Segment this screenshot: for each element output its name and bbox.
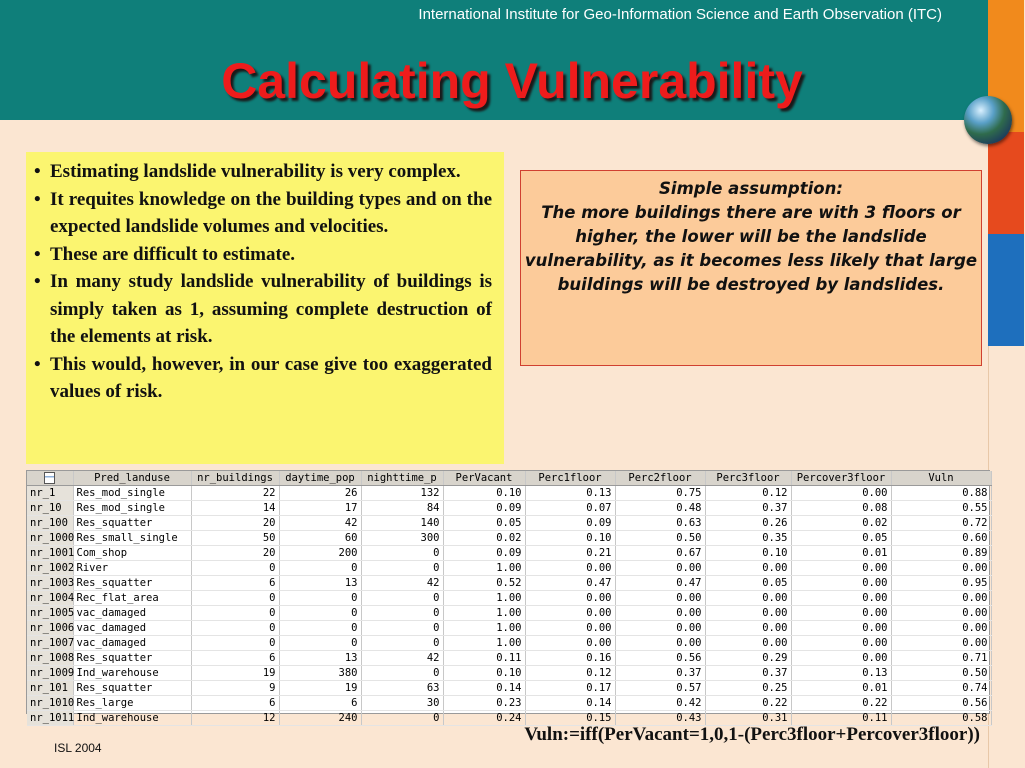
table-cell: 0.05 [443, 516, 525, 531]
table-cell: 0.00 [615, 591, 705, 606]
table-cell: 12 [191, 711, 279, 726]
table-cell: 0.00 [525, 561, 615, 576]
table-cell: 0.75 [615, 486, 705, 501]
table-cell: 22 [191, 486, 279, 501]
table-header-row [27, 471, 991, 486]
table-row[interactable] [27, 636, 991, 651]
table-cell: 20 [191, 516, 279, 531]
table-cell: 0.50 [615, 531, 705, 546]
table-cell: 0.10 [443, 666, 525, 681]
column-header[interactable]: Perc1floor [525, 471, 615, 486]
row-id-cell: nr_1003 [27, 576, 73, 591]
table-cell: 0.00 [791, 636, 891, 651]
table-cell: 0.10 [525, 531, 615, 546]
bullet-dot-icon: • [34, 161, 41, 182]
table-cell: 19 [191, 666, 279, 681]
accent-bar-blue [988, 234, 1024, 346]
bullet-item [32, 158, 492, 186]
table-cell: 0.57 [615, 681, 705, 696]
table-cell: 0.47 [525, 576, 615, 591]
table-cell: 0.00 [705, 606, 791, 621]
table-cell: vac_damaged [73, 636, 191, 651]
table-cell: 0.14 [525, 696, 615, 711]
column-header[interactable]: nighttime_p [361, 471, 443, 486]
table-cell: 0 [191, 561, 279, 576]
table-cell: Res_mod_single [73, 486, 191, 501]
table-cell: 50 [191, 531, 279, 546]
table-cell: Res_squatter [73, 576, 191, 591]
table-cell: 0.00 [891, 606, 991, 621]
row-id-cell: nr_1002 [27, 561, 73, 576]
table-cell: vac_damaged [73, 606, 191, 621]
table-cell: 0.89 [891, 546, 991, 561]
table-cell: 132 [361, 486, 443, 501]
table-cell: 140 [361, 516, 443, 531]
table-cell: 0.11 [443, 651, 525, 666]
data-table [27, 471, 992, 726]
column-header[interactable]: Perc2floor [615, 471, 705, 486]
table-cell: Com_shop [73, 546, 191, 561]
table-cell: 1.00 [443, 636, 525, 651]
bullet-text: This would, however, in our case give too exaggerated values of risk. [50, 353, 492, 402]
table-cell: 0 [361, 621, 443, 636]
table-cell: 0.14 [443, 681, 525, 696]
table-cell: 0.00 [705, 561, 791, 576]
table-cell: 0.00 [615, 606, 705, 621]
table-cell: 0.09 [525, 516, 615, 531]
table-row[interactable] [27, 531, 991, 546]
table-cell: 30 [361, 696, 443, 711]
column-header[interactable]: nr_buildings [191, 471, 279, 486]
table-cell: 42 [361, 576, 443, 591]
table-cell: 0.09 [443, 546, 525, 561]
assumption-heading: Simple assumption: [659, 179, 843, 198]
table-cell: 0.08 [791, 501, 891, 516]
table-cell: 0.56 [615, 651, 705, 666]
table-cell: 14 [191, 501, 279, 516]
table-cell: 0.00 [791, 486, 891, 501]
table-cell: 0.00 [705, 636, 791, 651]
table-cell: 0.35 [705, 531, 791, 546]
table-row[interactable] [27, 621, 991, 636]
attribute-table[interactable] [26, 470, 990, 724]
table-cell: Res_squatter [73, 651, 191, 666]
table-cell: 0 [191, 591, 279, 606]
table-cell: Res_mod_single [73, 501, 191, 516]
table-cell: 0.74 [891, 681, 991, 696]
column-header[interactable]: daytime_pop [279, 471, 361, 486]
bullet-text: In many study landslide vulnerability of buildings is simply taken as 1, assuming complete destruction of the elements at risk. [50, 271, 492, 347]
table-cell: 6 [191, 651, 279, 666]
table-row[interactable] [27, 516, 991, 531]
table-cell: Res_squatter [73, 681, 191, 696]
table-cell: 0 [191, 636, 279, 651]
table-cell: 60 [279, 531, 361, 546]
table-cell: 0.00 [791, 651, 891, 666]
table-row[interactable] [27, 501, 991, 516]
table-cell: 84 [361, 501, 443, 516]
table-cell: 0.63 [615, 516, 705, 531]
table-cell: 6 [191, 696, 279, 711]
table-cell: 0.01 [791, 546, 891, 561]
table-cell: 0 [191, 621, 279, 636]
table-cell: 0.42 [615, 696, 705, 711]
table-cell: 0 [361, 591, 443, 606]
bullet-item [32, 241, 492, 269]
table-cell: 0.88 [891, 486, 991, 501]
table-cell: 0.22 [791, 696, 891, 711]
table-cell: 0.95 [891, 576, 991, 591]
column-header[interactable]: Pred_landuse [73, 471, 191, 486]
table-cell: 0.12 [705, 486, 791, 501]
bullet-dot-icon: • [34, 271, 41, 292]
row-id-cell: nr_1006 [27, 621, 73, 636]
table-cell: 0.60 [891, 531, 991, 546]
row-id-cell: nr_1011 [27, 711, 73, 726]
row-id-cell: nr_101 [27, 681, 73, 696]
table-row[interactable] [27, 486, 991, 501]
table-cell: 63 [361, 681, 443, 696]
table-cell: 0.31 [705, 711, 791, 726]
table-cell: 0.12 [525, 666, 615, 681]
table-cell: 13 [279, 651, 361, 666]
table-cell: 0.00 [791, 606, 891, 621]
table-cell: 380 [279, 666, 361, 681]
bullet-dot-icon: • [34, 243, 41, 265]
bullet-item [32, 186, 492, 241]
table-cell: 0 [361, 606, 443, 621]
bullet-box [26, 152, 504, 464]
institute-name: International Institute for Geo-Information Science and Earth Observation (ITC) [418, 6, 942, 23]
table-cell: 6 [191, 576, 279, 591]
table-cell: 0.23 [443, 696, 525, 711]
table-cell: 0 [361, 561, 443, 576]
table-cell: River [73, 561, 191, 576]
table-cell: 0.55 [891, 501, 991, 516]
bullet-text: Estimating landslide vulnerability is very complex. [50, 161, 461, 182]
table-cell: 0 [279, 591, 361, 606]
table-cell: 0.09 [443, 501, 525, 516]
table-cell: Res_small_single [73, 531, 191, 546]
table-cell: 0.21 [525, 546, 615, 561]
table-cell: 1.00 [443, 606, 525, 621]
table-cell: 0.00 [891, 636, 991, 651]
row-id-cell: nr_1007 [27, 636, 73, 651]
table-cell: 0.00 [891, 591, 991, 606]
table-cell: 0.24 [443, 711, 525, 726]
table-row[interactable] [27, 681, 991, 696]
table-row[interactable] [27, 561, 991, 576]
table-cell: 0 [279, 561, 361, 576]
column-header[interactable]: Percover3floor [791, 471, 891, 486]
table-cell: 0.10 [705, 546, 791, 561]
table-cell: 0.37 [615, 666, 705, 681]
table-cell: 0.47 [615, 576, 705, 591]
column-header[interactable]: PerVacant [443, 471, 525, 486]
accent-bar-red [988, 132, 1024, 234]
table-cell: 0.13 [525, 486, 615, 501]
row-id-cell: nr_1 [27, 486, 73, 501]
accent-bar-rest [988, 346, 1025, 768]
table-cell: 0.22 [705, 696, 791, 711]
table-body [27, 486, 991, 726]
table-cell: 0.01 [791, 681, 891, 696]
table-row[interactable] [27, 651, 991, 666]
table-cell: 0.00 [525, 591, 615, 606]
row-id-cell: nr_1005 [27, 606, 73, 621]
table-cell: 0.00 [525, 636, 615, 651]
table-cell: 0.00 [791, 591, 891, 606]
table-cell: vac_damaged [73, 621, 191, 636]
table-cell: 0.00 [791, 576, 891, 591]
table-cell: 0.52 [443, 576, 525, 591]
globe-icon [964, 96, 1012, 144]
table-cell: 0.00 [791, 561, 891, 576]
column-header[interactable]: Perc3floor [705, 471, 791, 486]
table-cell: 1.00 [443, 591, 525, 606]
row-id-cell: nr_1008 [27, 651, 73, 666]
row-id-cell: nr_1001 [27, 546, 73, 561]
row-id-cell: nr_1000 [27, 531, 73, 546]
row-id-cell: nr_1009 [27, 666, 73, 681]
table-cell: 0.02 [443, 531, 525, 546]
table-cell: 0.37 [705, 501, 791, 516]
table-row[interactable] [27, 591, 991, 606]
table-cell: 0.50 [891, 666, 991, 681]
table-cell: 0 [361, 546, 443, 561]
bullet-item [32, 351, 492, 406]
table-cell: Rec_flat_area [73, 591, 191, 606]
table-cell: 0.00 [615, 561, 705, 576]
table-cell: 0.26 [705, 516, 791, 531]
table-sheet-icon [44, 472, 55, 484]
table-cell: 17 [279, 501, 361, 516]
table-cell: 0.00 [705, 621, 791, 636]
table-cell: 0.56 [891, 696, 991, 711]
table-cell: 0.00 [891, 561, 991, 576]
table-cell: 42 [361, 651, 443, 666]
table-cell: 0.00 [525, 606, 615, 621]
column-header[interactable]: Vuln [891, 471, 991, 486]
table-cell: 0.07 [525, 501, 615, 516]
table-cell: 0.43 [615, 711, 705, 726]
table-cell: 20 [191, 546, 279, 561]
table-row[interactable] [27, 546, 991, 561]
table-cell: 0.00 [891, 621, 991, 636]
table-cell: 200 [279, 546, 361, 561]
bullet-dot-icon: • [34, 353, 41, 375]
table-cell: 0.16 [525, 651, 615, 666]
table-cell: 0 [279, 636, 361, 651]
table-cell: Ind_warehouse [73, 711, 191, 726]
row-id-cell: nr_1010 [27, 696, 73, 711]
assumption-text: The more buildings there are with 3 floors or higher, the lower will be the landslide vulnerability, as it becomes less likely that large buildings will be destroyed by landslides. [524, 203, 978, 294]
table-row[interactable] [27, 576, 991, 591]
table-cell: 240 [279, 711, 361, 726]
table-cell: 0.15 [525, 711, 615, 726]
table-cell: 0.17 [525, 681, 615, 696]
table-cell: 0.25 [705, 681, 791, 696]
table-cell: 0.00 [705, 591, 791, 606]
table-corner-cell [27, 471, 73, 486]
bullet-item [32, 268, 492, 351]
table-cell: 0.02 [791, 516, 891, 531]
table-cell: 1.00 [443, 621, 525, 636]
table-cell: 42 [279, 516, 361, 531]
row-id-cell: nr_100 [27, 516, 73, 531]
table-cell: 19 [279, 681, 361, 696]
table-cell: Ind_warehouse [73, 666, 191, 681]
table-cell: 0 [361, 711, 443, 726]
table-cell: 0.48 [615, 501, 705, 516]
table-cell: 6 [279, 696, 361, 711]
table-cell: 0 [279, 606, 361, 621]
table-cell: 0.10 [443, 486, 525, 501]
table-cell: Res_large [73, 696, 191, 711]
row-id-cell: nr_10 [27, 501, 73, 516]
table-cell: 0 [279, 621, 361, 636]
slide-title: Calculating Vulnerability [221, 53, 803, 109]
table-cell: Res_squatter [73, 516, 191, 531]
table-cell: 300 [361, 531, 443, 546]
bullet-text: It requites knowledge on the building types and on the expected landslide volumes and velocities. [50, 188, 492, 237]
table-cell: 0.00 [615, 621, 705, 636]
bullet-list [32, 158, 492, 406]
bullet-dot-icon: • [34, 188, 41, 210]
table-cell: 13 [279, 576, 361, 591]
table-cell: 0.72 [891, 516, 991, 531]
table-cell: 0.11 [791, 711, 891, 726]
table-row[interactable] [27, 696, 991, 711]
table-cell: 0.58 [891, 711, 991, 726]
table-cell: 0 [361, 666, 443, 681]
vulnerability-formula: Vuln:=iff(PerVacant=1,0,1-(Perc3floor+Percover3floor)) [524, 724, 980, 745]
footer-label: ISL 2004 [54, 741, 102, 755]
assumption-box [520, 170, 982, 366]
table-cell: 0.37 [705, 666, 791, 681]
table-cell: 0.29 [705, 651, 791, 666]
table-row[interactable] [27, 606, 991, 621]
table-cell: 0.05 [705, 576, 791, 591]
table-cell: 0.67 [615, 546, 705, 561]
table-cell: 1.00 [443, 561, 525, 576]
table-cell: 0 [361, 636, 443, 651]
row-id-cell: nr_1004 [27, 591, 73, 606]
table-cell: 0.00 [525, 621, 615, 636]
table-cell: 0 [191, 606, 279, 621]
table-cell: 0.05 [791, 531, 891, 546]
table-row[interactable] [27, 666, 991, 681]
table-cell: 9 [191, 681, 279, 696]
table-cell: 0.13 [791, 666, 891, 681]
bullet-text: These are difficult to estimate. [50, 243, 296, 265]
table-cell: 26 [279, 486, 361, 501]
table-cell: 0.71 [891, 651, 991, 666]
table-cell: 0.00 [791, 621, 891, 636]
table-cell: 0.00 [615, 636, 705, 651]
